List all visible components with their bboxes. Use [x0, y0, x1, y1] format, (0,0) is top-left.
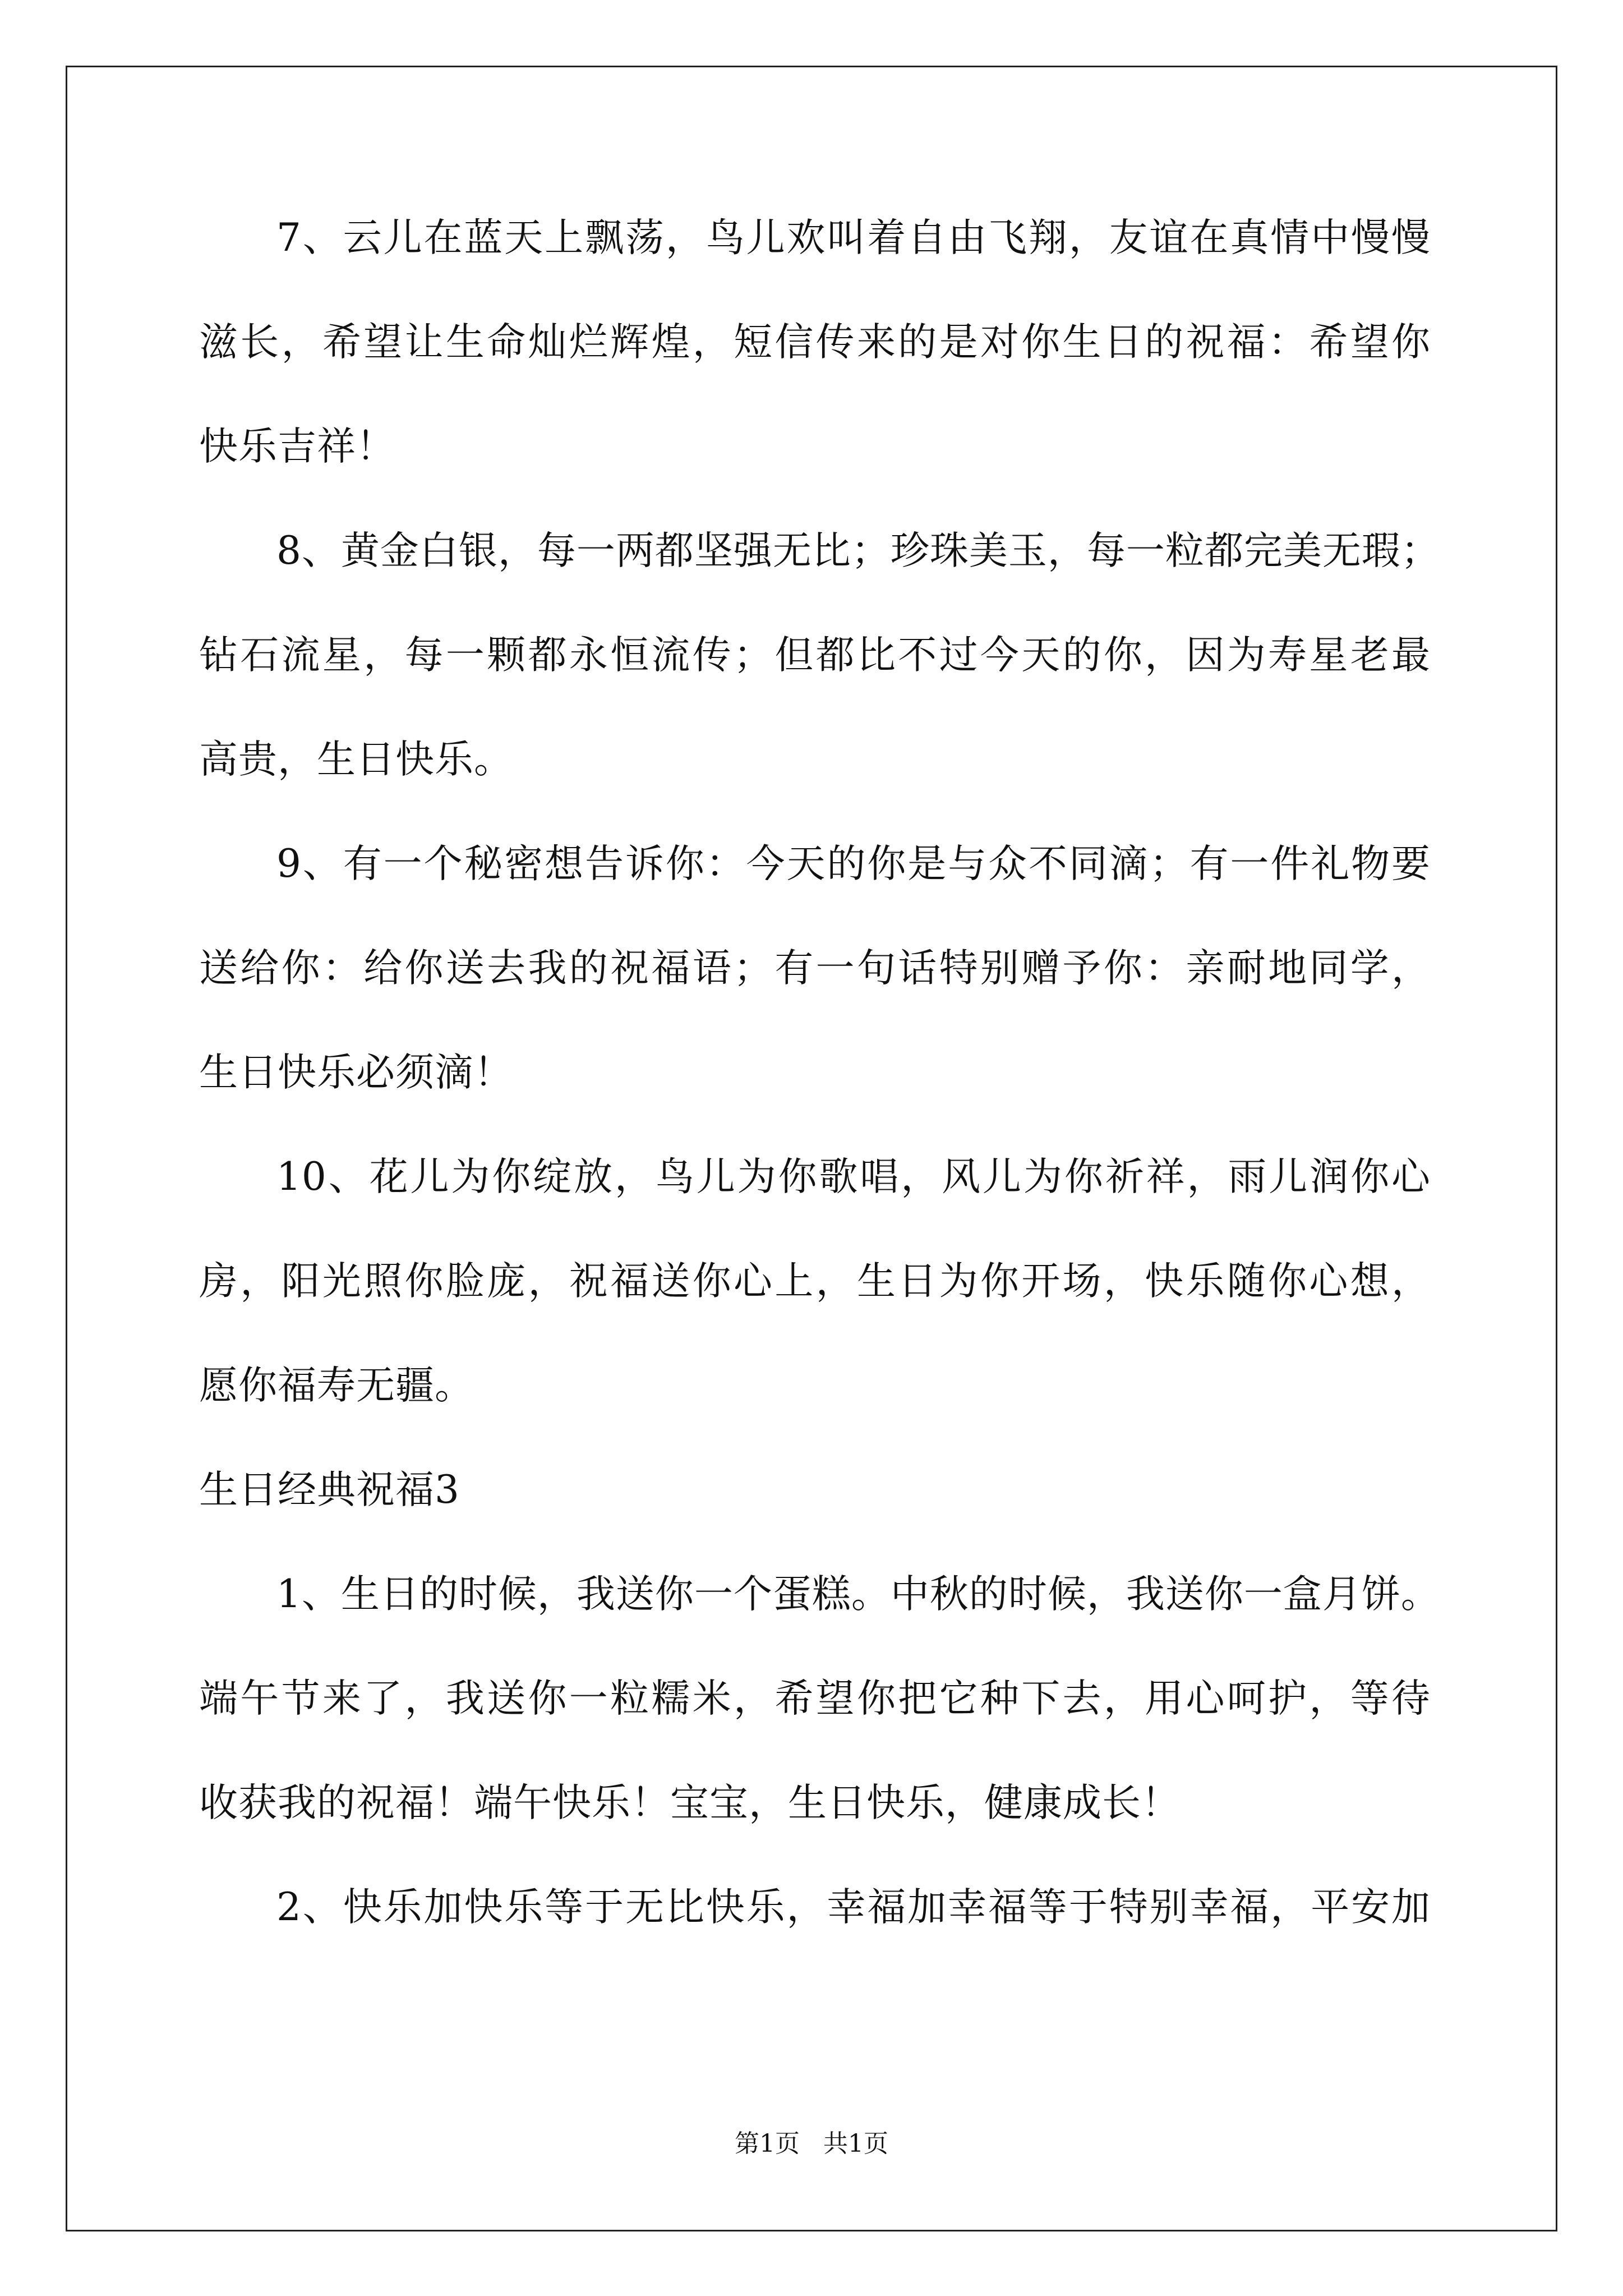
paragraph-8-line-2: 钻石流星，每一颗都永恒流传；但都比不过今天的你，因为寿星老最 — [199, 633, 1431, 678]
paragraph-9-line-2: 送给你：给你送去我的祝福语；有一句话特别赠予你：亲耐地同学， — [199, 946, 1431, 991]
paragraph-9-line-1: 9、有一个秘密想告诉你：今天的你是与众不同滴；有一件礼物要 — [276, 841, 1431, 886]
page-number: 第1页 — [735, 2129, 800, 2158]
section-paragraph-1-line-1: 1、生日的时候，我送你一个蛋糕。中秋的时候，我送你一盒月饼。 — [276, 1572, 1440, 1617]
section-paragraph-1-line-2: 端午节来了，我送你一粒糯米，希望你把它种下去，用心呵护，等待 — [199, 1676, 1431, 1721]
paragraph-10-line-3: 愿你福寿无疆。 — [199, 1363, 474, 1408]
paragraph-9-line-3: 生日快乐必须滴！ — [199, 1050, 513, 1095]
section-paragraph-2-line-1: 2、快乐加快乐等于无比快乐，幸福加幸福等于特别幸福，平安加 — [276, 1885, 1431, 1930]
page-footer — [0, 2129, 1623, 2158]
paragraph-10-line-2: 房，阳光照你脸庞，祝福送你心上，生日为你开场，快乐随你心想， — [199, 1259, 1431, 1304]
paragraph-8-line-1: 8、黄金白银，每一两都坚强无比；珍珠美玉，每一粒都完美无瑕； — [276, 528, 1440, 573]
section-paragraph-1-line-3: 收获我的祝福！端午快乐！宝宝，生日快乐，健康成长！ — [199, 1780, 1181, 1825]
paragraph-10-line-1: 10、花儿为你绽放，鸟儿为你歌唱，风儿为你祈祥，雨儿润你心 — [276, 1154, 1431, 1199]
section-heading: 生日经典祝福3 — [199, 1467, 460, 1512]
paragraph-7-line-2: 滋长，希望让生命灿烂辉煌，短信传来的是对你生日的祝福：希望你 — [199, 320, 1431, 365]
page-total: 共1页 — [823, 2129, 888, 2158]
paragraph-7-line-3: 快乐吉祥！ — [199, 424, 395, 469]
paragraph-8-line-3: 高贵，生日快乐。 — [199, 737, 513, 782]
paragraph-7-line-1: 7、云儿在蓝天上飘荡，鸟儿欢叫着自由飞翔，友谊在真情中慢慢 — [276, 215, 1431, 260]
